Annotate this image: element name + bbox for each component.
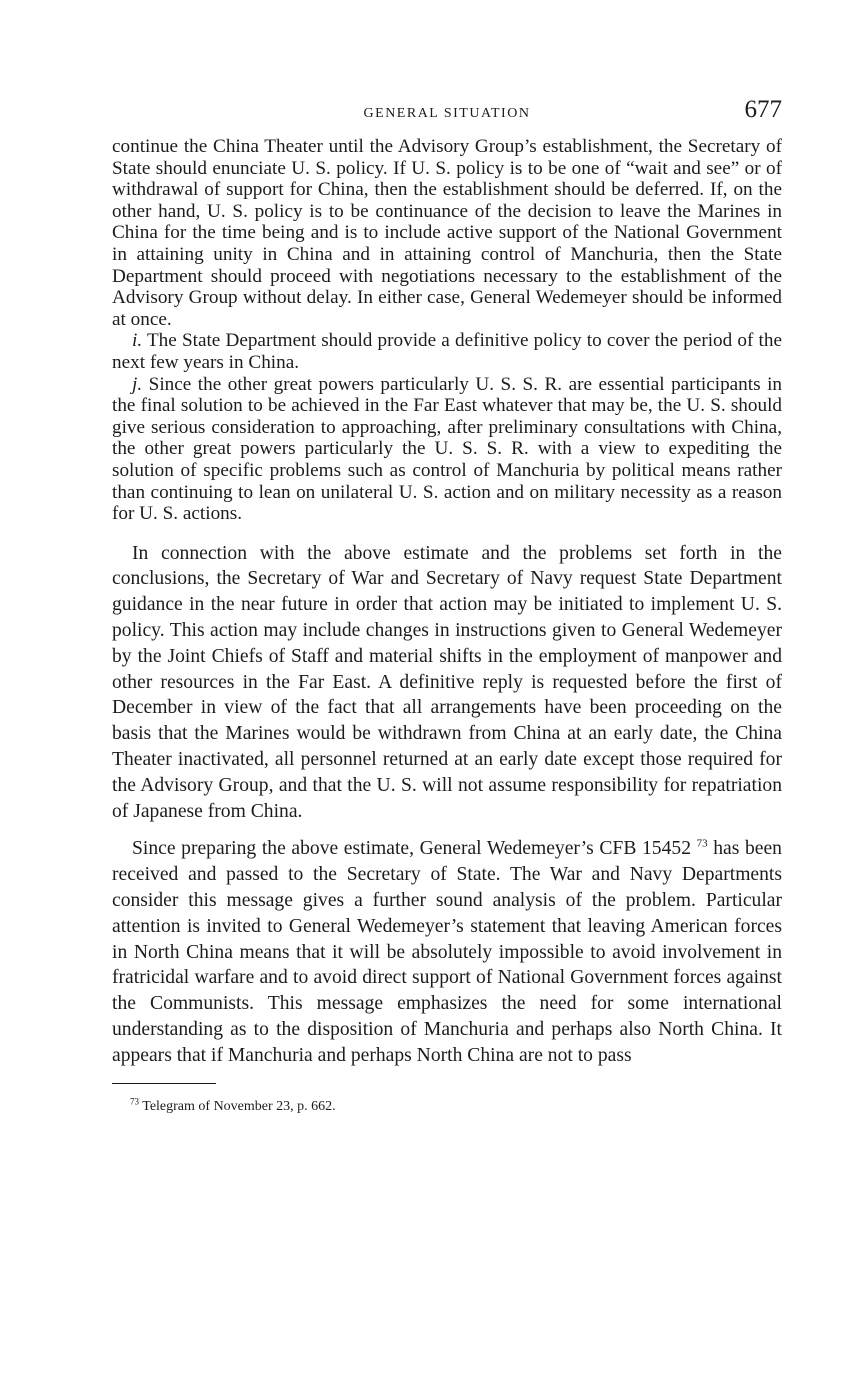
page-number: 677	[744, 96, 782, 123]
paragraph-2-rest: has been received and passed to the Secretary of State. The War and Navy Departments consider this message gives a further sound analysis of the problem. Particular attention is invited to General Wedemeyer’s statement that leaving American forces in North China means that it will be absolutely impossible to avoid involvement in fratricidal warfare and to avoid direct support of National Government forces against the Communists. This message emphasizes the need for some international understanding as to the disposition of Manchuria and perhaps also North China. It appears that if Manchuria and perhaps North China are not to pass	[112, 838, 782, 1066]
running-title: GENERAL SITUATION	[363, 106, 531, 121]
paragraph-2-start: Since preparing the above estimate, General Wedemeyer’s CFB 15452	[132, 838, 691, 860]
list-item-i	[112, 330, 782, 373]
running-header	[112, 96, 782, 136]
item-text-i: The State Department should provide a definitive policy to cover the period of the next few years in China.	[112, 330, 782, 373]
item-letter-i: i.	[132, 330, 143, 352]
list-item-j	[112, 374, 782, 525]
body-paragraph-1: In connection with the above estimate and the problems set forth in the conclusions, the Secretary of War and Secretary of Navy request State Department guidance in the near future in order that action may be initiated to implement U. S. policy. This action may include changes in instructions given to General Wedemeyer by the Joint Chiefs of Staff and material shifts in the employment of manpower and other resources in the Far East. A definitive reply is requested before the first of December in view of the fact that all arrangements have been proceeding on the basis that the Marines would be withdrawn from China at an early date, the China Theater inactivated, all personnel returned at an early date except those required for the Advisory Group, and that the U. S. will not assume responsibility for repatriation of Japanese from China.	[112, 542, 782, 822]
footnote-mark: 73	[130, 1095, 139, 1106]
body-paragraph-2	[112, 836, 782, 1068]
footnote-text: Telegram of November 23, p. 662.	[142, 1098, 336, 1114]
item-text-j: Since the other great powers particularly U. S. S. R. are essential participants in the final solution to be achieved in the Far East whatever that may be, the U. S. should give serious consideration to approaching, after preliminary consultations with China, the other great powers particularly the U. S. S. R. with a view to expediting the solution of specific problems such as control of Manchuria by political means rather than continuing to lean on unilateral U. S. action and on military necessity as a reason for U. S. actions.	[112, 373, 783, 525]
continued-paragraph: continue the China Theater until the Advisory Group’s establishment, the Secretary of State should enunciate U. S. policy. If U. S. policy is to be one of “wait and see” or of withdrawal of support for China, then the establishment should be deferred. If, on the other hand, U. S. policy is to be continuance of the decision to leave the Marines in China for the time being and is to include active support of the National Government in attaining unity in China and in attaining control of Manchuria, then the State Department should proceed with negotiations necessary to the establishment of the Advisory Group without delay. In either case, General Wedemeyer should be informed at once.	[112, 136, 782, 330]
footnote-reference[interactable]: 73	[696, 837, 708, 850]
document-page	[112, 96, 782, 1116]
item-letter-j: j.	[132, 373, 143, 395]
footnote-divider	[112, 1083, 216, 1084]
footnote	[130, 1095, 782, 1116]
